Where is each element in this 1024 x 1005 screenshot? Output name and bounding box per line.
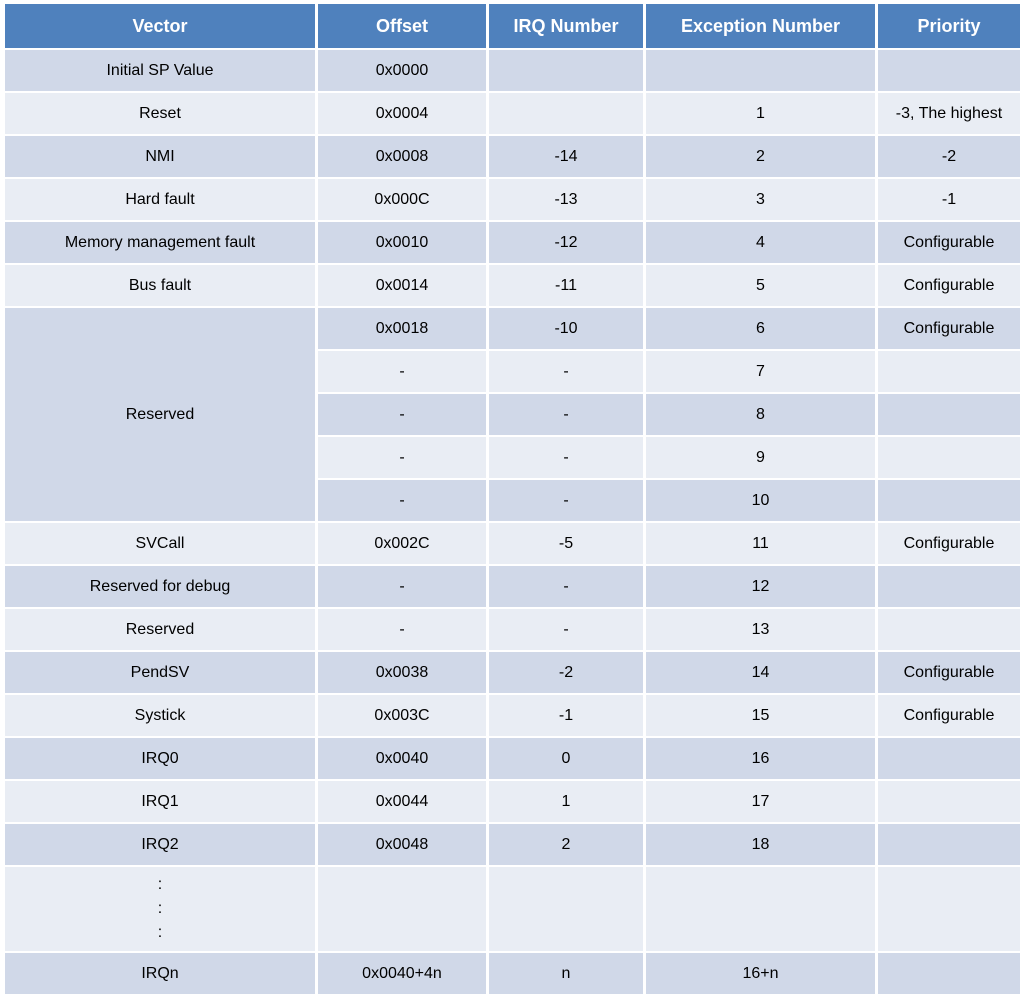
cell-irq: -2 [489,652,643,693]
cell-irq: -12 [489,222,643,263]
cell-vector: Reset [5,93,315,134]
ellipsis-dot: : [157,924,163,941]
cell-irq: - [489,480,643,521]
table-row [5,523,1020,564]
cell-vector: Initial SP Value [5,50,315,91]
cell-offset: 0x0004 [318,93,486,134]
cell-priority [878,738,1020,779]
cell-irq [489,867,643,951]
table-row [5,265,1020,306]
cell-priority: -1 [878,179,1020,220]
cell-exception: 3 [646,179,875,220]
cell-vector: Bus fault [5,265,315,306]
table-row [5,738,1020,779]
cell-offset: - [318,351,486,392]
cell-priority [878,953,1020,994]
cell-exception: 5 [646,265,875,306]
cell-priority: Configurable [878,308,1020,349]
cell-vector: Hard fault [5,179,315,220]
table-row [5,652,1020,693]
table-row [5,179,1020,220]
table-row [5,136,1020,177]
cell-offset: - [318,609,486,650]
table-row [5,308,1020,349]
table-row [5,609,1020,650]
cell-priority: Configurable [878,265,1020,306]
cell-vector: IRQ1 [5,781,315,822]
cell-offset: 0x0048 [318,824,486,865]
cell-offset [318,867,486,951]
cell-irq: -1 [489,695,643,736]
cell-priority: Configurable [878,222,1020,263]
cell-priority [878,394,1020,435]
cell-offset: 0x003C [318,695,486,736]
cell-irq: - [489,566,643,607]
cell-exception: 2 [646,136,875,177]
cell-priority: Configurable [878,695,1020,736]
table-row [5,824,1020,865]
cell-vector: IRQ2 [5,824,315,865]
cell-priority: Configurable [878,652,1020,693]
ellipsis-dot: : [157,876,163,893]
cell-vector: Reserved [5,609,315,650]
cell-offset: 0x002C [318,523,486,564]
cell-irq: 0 [489,738,643,779]
cell-exception: 1 [646,93,875,134]
cell-exception: 4 [646,222,875,263]
cell-offset: 0x0038 [318,652,486,693]
table-row [5,695,1020,736]
cell-priority [878,480,1020,521]
cell-priority [878,50,1020,91]
cell-irq: n [489,953,643,994]
cell-exception: 10 [646,480,875,521]
cell-offset: 0x0044 [318,781,486,822]
cell-offset: - [318,437,486,478]
cell-exception [646,50,875,91]
table-row [5,50,1020,91]
cell-irq: -13 [489,179,643,220]
cell-offset: 0x0040+4n [318,953,486,994]
cell-irq: 1 [489,781,643,822]
ellipsis-dot: : [157,900,163,917]
table-row [5,222,1020,263]
cell-exception: 11 [646,523,875,564]
cell-exception: 13 [646,609,875,650]
cell-priority: -3, The highest [878,93,1020,134]
cell-priority [878,437,1020,478]
cell-exception [646,867,875,951]
cell-priority [878,351,1020,392]
cell-offset: 0x0000 [318,50,486,91]
cell-exception: 9 [646,437,875,478]
cell-irq: - [489,351,643,392]
cell-exception: 16+n [646,953,875,994]
cell-offset: 0x0010 [318,222,486,263]
header-exception-number: Exception Number [646,4,875,48]
cell-vector: Memory management fault [5,222,315,263]
cell-priority [878,781,1020,822]
table-row [5,566,1020,607]
cell-exception: 16 [646,738,875,779]
cell-priority [878,609,1020,650]
cell-offset: - [318,480,486,521]
vertical-ellipsis [158,873,162,945]
cell-exception: 15 [646,695,875,736]
header-row [5,4,1020,48]
header-offset: Offset [318,4,486,48]
cell-exception: 8 [646,394,875,435]
vector-table [2,2,1023,996]
cell-priority [878,867,1020,951]
cell-vector-reserved-merged: Reserved [5,308,315,521]
cell-exception: 12 [646,566,875,607]
cell-irq: -10 [489,308,643,349]
cell-irq [489,93,643,134]
cell-vector: NMI [5,136,315,177]
cell-vector: IRQn [5,953,315,994]
cell-exception: 18 [646,824,875,865]
table-row [5,781,1020,822]
cell-exception: 17 [646,781,875,822]
cell-offset: 0x0008 [318,136,486,177]
header-priority: Priority [878,4,1020,48]
cell-irq: - [489,609,643,650]
cell-exception: 6 [646,308,875,349]
cell-vector: SVCall [5,523,315,564]
table-row [5,93,1020,134]
cell-offset: 0x000C [318,179,486,220]
cell-exception: 7 [646,351,875,392]
cell-irq: -11 [489,265,643,306]
cell-offset: 0x0018 [318,308,486,349]
cell-irq [489,50,643,91]
cell-offset: 0x0014 [318,265,486,306]
cell-vector-ellipsis [5,867,315,951]
header-irq-number: IRQ Number [489,4,643,48]
cell-priority [878,824,1020,865]
cell-offset: - [318,394,486,435]
cell-irq: -14 [489,136,643,177]
cell-priority: -2 [878,136,1020,177]
cell-vector: Systick [5,695,315,736]
cell-exception: 14 [646,652,875,693]
cell-priority: Configurable [878,523,1020,564]
cell-offset: - [318,566,486,607]
cell-irq: 2 [489,824,643,865]
cell-vector: Reserved for debug [5,566,315,607]
cell-vector: PendSV [5,652,315,693]
cell-irq: - [489,394,643,435]
table-row [5,953,1020,994]
cell-priority [878,566,1020,607]
cell-offset: 0x0040 [318,738,486,779]
header-vector: Vector [5,4,315,48]
cell-irq: - [489,437,643,478]
table-row-ellipsis [5,867,1020,951]
cell-irq: -5 [489,523,643,564]
cell-vector: IRQ0 [5,738,315,779]
